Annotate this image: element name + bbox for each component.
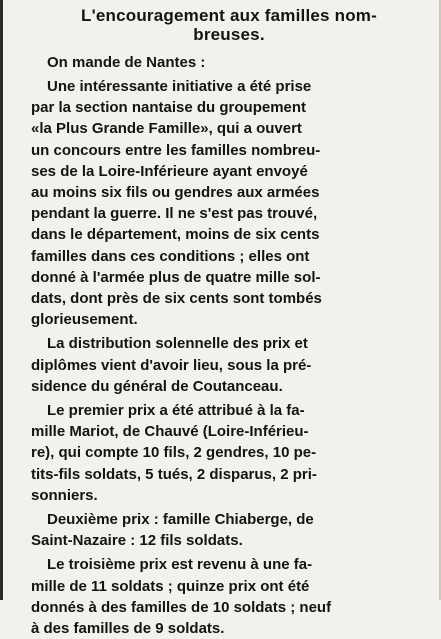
text-line: tits-fils soldats, 5 tués, 2 disparus, 2 pri-: [31, 465, 317, 483]
text-line: Deuxième prix : famille Chiaberge, de: [47, 511, 314, 529]
text-line: pendant la guerre. Il ne s'est pas trouvé,: [31, 205, 318, 223]
text-line: à des familles de 9 soldats.: [31, 620, 225, 638]
article-paragraph-5: [31, 554, 427, 639]
article-paragraph-2: [31, 333, 427, 397]
text-line: au moins six fils ou gendres aux armées: [31, 184, 320, 202]
article-paragraph-4: [31, 509, 427, 551]
text-line: re), qui compte 10 fils, 2 gendres, 10 pe-: [31, 444, 317, 462]
headline-line: L'encouragement aux familles nom-: [81, 6, 377, 25]
text-line: mille de 11 soldats ; quinze prix ont été: [31, 577, 310, 595]
text-line: diplômes vient d'avoir lieu, sous la pré-: [31, 356, 312, 374]
text-line: mille Mariot, de Chauvé (Loire-Inférieu-: [31, 423, 309, 441]
text-line: donné à l'armée plus de quatre mille sol-: [31, 268, 321, 286]
text-line: ses de la Loire-Inférieure ayant envoyé: [31, 162, 308, 180]
text-line: sonniers.: [31, 486, 98, 504]
text-line: dans le département, moins de six cents: [31, 226, 320, 244]
text-line: Le premier prix a été attribué à la fa-: [47, 402, 305, 420]
text-line: sidence du général de Coutanceau.: [31, 377, 283, 395]
text-line: donnés à des familles de 10 soldats ; neuf: [31, 598, 332, 616]
text-line: familles dans ces conditions ; elles ont: [31, 247, 310, 265]
text-line: «la Plus Grande Famille», qui a ouvert: [31, 120, 302, 138]
text-line: dats, dont près de six cents sont tombés: [31, 290, 322, 308]
article-byline: On mande de Nantes :: [47, 54, 206, 71]
article-paragraph-3: [31, 400, 427, 506]
text-line: par la section nantaise du groupement: [31, 99, 307, 117]
text-line: un concours entre les familles nombreu-: [31, 141, 321, 159]
article-headline: [31, 6, 427, 44]
text-line: glorieusement.: [31, 311, 138, 329]
text-line: Le troisième prix est revenu à une fa-: [47, 556, 313, 574]
text-line: La distribution solennelle des prix et: [47, 335, 308, 353]
headline-line: breuses.: [193, 25, 265, 44]
article-paragraph-1: [31, 76, 427, 330]
text-line: Saint-Nazaire : 12 fils soldats.: [31, 532, 243, 550]
text-line: Une intéressante initiative a été prise: [47, 78, 312, 95]
